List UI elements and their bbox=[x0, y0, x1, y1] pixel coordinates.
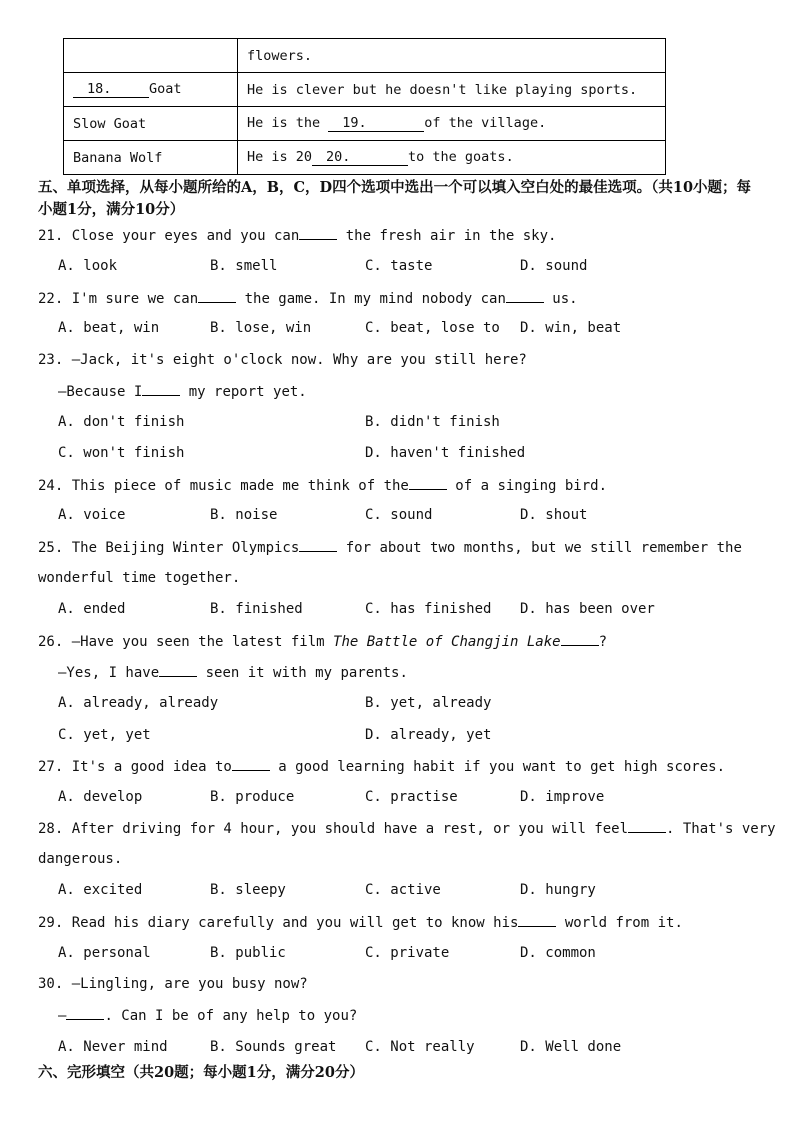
option-c: C. taste bbox=[365, 258, 433, 274]
question-28-cont: dangerous. bbox=[38, 851, 123, 867]
answer-blank bbox=[299, 227, 337, 240]
option-b: B. lose, win bbox=[210, 320, 312, 336]
question-26-reply: —Yes, I have seen it with my parents. bbox=[58, 665, 408, 681]
option-b: B. finished bbox=[210, 601, 303, 617]
option-a: A. excited bbox=[58, 882, 143, 898]
question-21: 21. Close your eyes and you can the fresh air in the sky. bbox=[38, 228, 557, 244]
option-a: A. ended bbox=[58, 601, 126, 617]
option-d: D. hungry bbox=[520, 882, 596, 898]
option-d: D. improve bbox=[520, 789, 605, 805]
option-b: B. smell bbox=[210, 258, 278, 274]
question-22: 22. I'm sure we can the game. In my mind nobody can us. bbox=[38, 291, 578, 307]
question-29: 29. Read his diary carefully and you will get to know his world from it. bbox=[38, 915, 683, 931]
answer-blank: 18. bbox=[73, 82, 149, 98]
option-d: D. sound bbox=[520, 258, 588, 274]
answer-blank bbox=[66, 1007, 104, 1020]
character-table bbox=[63, 38, 666, 175]
options-23-row1 bbox=[58, 414, 758, 434]
option-a: A. develop bbox=[58, 789, 143, 805]
answer-blank bbox=[142, 383, 180, 396]
option-c: C. practise bbox=[365, 789, 458, 805]
option-c: C. Not really bbox=[365, 1039, 475, 1055]
table-row bbox=[64, 73, 666, 107]
answer-blank bbox=[628, 820, 666, 833]
option-c: C. won't finish bbox=[58, 445, 185, 461]
option-a: A. beat, win bbox=[58, 320, 160, 336]
options-29 bbox=[58, 945, 758, 965]
answer-blank: 19. bbox=[328, 116, 424, 132]
answer-blank bbox=[232, 758, 270, 771]
table-cell-description: flowers. bbox=[238, 39, 666, 73]
answer-blank bbox=[561, 633, 599, 646]
option-c: C. has finished bbox=[365, 601, 492, 617]
question-27: 27. It's a good idea to a good learning habit if you want to get high scores. bbox=[38, 759, 726, 775]
film-title: The Battle of Changjin Lake bbox=[333, 634, 561, 650]
question-24: 24. This piece of music made me think of the of a singing bird. bbox=[38, 478, 608, 494]
option-a: A. Never mind bbox=[58, 1039, 168, 1055]
option-a: A. already, already bbox=[58, 695, 219, 711]
option-d: D. common bbox=[520, 945, 596, 961]
option-b: B. sleepy bbox=[210, 882, 286, 898]
options-30 bbox=[58, 1039, 758, 1059]
option-b: B. public bbox=[210, 945, 286, 961]
answer-blank bbox=[159, 664, 197, 677]
option-b: B. produce bbox=[210, 789, 295, 805]
question-23-reply: —Because I my report yet. bbox=[58, 384, 307, 400]
table-cell-description: He is the 19. of the village. bbox=[238, 107, 666, 141]
table-cell-description: He is 20 20. to the goats. bbox=[238, 141, 666, 175]
answer-blank: 20. bbox=[312, 150, 408, 166]
table-cell-name: Banana Wolf bbox=[64, 141, 238, 175]
question-25: 25. The Beijing Winter Olympics for about two months, but we still remember the bbox=[38, 540, 742, 556]
options-26-row2 bbox=[58, 727, 758, 747]
option-a: A. don't finish bbox=[58, 414, 185, 430]
answer-blank bbox=[198, 290, 236, 303]
table-cell-description: He is clever but he doesn't like playing sports. bbox=[238, 73, 666, 107]
option-c: C. beat, lose to bbox=[365, 320, 500, 336]
option-a: A. voice bbox=[58, 507, 126, 523]
question-28: 28. After driving for 4 hour, you should have a rest, or you will feel . That's very bbox=[38, 821, 776, 837]
table-row bbox=[64, 141, 666, 175]
option-d: D. win, beat bbox=[520, 320, 622, 336]
option-b: B. didn't finish bbox=[365, 414, 500, 430]
answer-blank bbox=[518, 914, 556, 927]
question-30: 30. —Lingling, are you busy now? bbox=[38, 976, 308, 992]
table-row bbox=[64, 39, 666, 73]
option-d: D. shout bbox=[520, 507, 588, 523]
option-a: A. personal bbox=[58, 945, 151, 961]
answer-blank bbox=[409, 477, 447, 490]
table-row bbox=[64, 107, 666, 141]
question-30-reply: — . Can I be of any help to you? bbox=[58, 1008, 358, 1024]
table-cell-name: Slow Goat bbox=[64, 107, 238, 141]
option-d: D. Well done bbox=[520, 1039, 622, 1055]
option-d: D. already, yet bbox=[365, 727, 492, 743]
question-26: 26. —Have you seen the latest film The Battle of Changjin Lake ? bbox=[38, 634, 608, 650]
options-24 bbox=[58, 507, 758, 527]
table-cell-name bbox=[64, 39, 238, 73]
option-c: C. private bbox=[365, 945, 450, 961]
option-d: D. has been over bbox=[520, 601, 655, 617]
option-b: B. Sounds great bbox=[210, 1039, 337, 1055]
options-25 bbox=[58, 601, 758, 621]
answer-blank bbox=[506, 290, 544, 303]
options-23-row2 bbox=[58, 445, 758, 465]
option-c: C. yet, yet bbox=[58, 727, 151, 743]
options-28 bbox=[58, 882, 758, 902]
option-c: C. active bbox=[365, 882, 441, 898]
options-26-row1 bbox=[58, 695, 758, 715]
question-25-cont: wonderful time together. bbox=[38, 570, 241, 586]
option-a: A. look bbox=[58, 258, 118, 274]
question-23: 23. —Jack, it's eight o'clock now. Why are you still here? bbox=[38, 352, 527, 368]
options-27 bbox=[58, 789, 758, 809]
options-22 bbox=[58, 320, 758, 340]
section-heading: 六、完形填空（共20题；每小题1分，满分20分） bbox=[38, 1064, 364, 1081]
table-cell-name: 18. Goat bbox=[64, 73, 238, 107]
option-d: D. haven't finished bbox=[365, 445, 526, 461]
answer-blank bbox=[299, 539, 337, 552]
option-b: B. yet, already bbox=[365, 695, 492, 711]
option-c: C. sound bbox=[365, 507, 433, 523]
section-heading: 五、单项选择，从每小题所给的A，B，C，D四个选项中选出一个可以填入空白处的最佳选项。（共10小题；每小题1分，满分10分） bbox=[38, 179, 752, 218]
options-21 bbox=[58, 258, 758, 278]
option-b: B. noise bbox=[210, 507, 278, 523]
